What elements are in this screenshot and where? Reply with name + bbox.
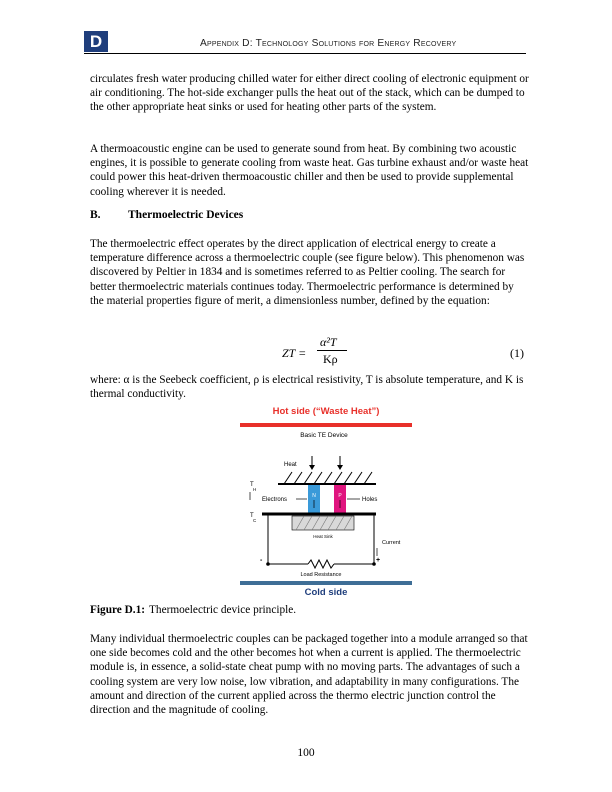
holes-label: Holes [362,497,378,503]
p-label: P [338,493,342,499]
header-rule [84,53,526,54]
cold-side-bar [240,581,412,585]
th-label: T [250,482,254,488]
device-title: Basic TE Device [300,432,348,439]
tc-sub: C [253,518,257,523]
heat-sink-label: Heat Sink [313,534,333,539]
page-number: 100 [297,747,315,759]
n-label: N [312,493,316,499]
section-title: Thermoelectric Devices [128,209,244,221]
paragraph-1: circulates fresh water producing chilled water for either direct cooling of electronic equipment or air conditioning. The hot-side exchanger pulls the heat out of the stack, which can be dumped to the other appropriate heat sinks or used for heating other parts of the system. [90,73,529,114]
caption-text: Thermoelectric device principle. [149,604,297,616]
header-title: Appendix D: Technology Solutions for Energy Recovery [200,38,457,49]
equation-denominator: Kρ [323,352,338,366]
caption-label: Figure D.1: [90,604,146,616]
equation-number: (1) [510,346,524,360]
equation [0,335,612,375]
load-label: Load Resistance [300,572,342,578]
hot-side-bar [240,423,412,427]
heat-label: Heat [284,462,297,468]
fraction-bar [317,350,347,351]
paragraph-4: where: α is the Seebeck coefficient, ρ is electrical resistivity, T is absolute temperature, and K is thermal conductivity. [90,374,524,401]
minus-terminal [266,562,270,566]
paragraph-3: The thermoelectric effect operates by the direct application of electrical energy to create a temperature difference across a thermoelectric couple (see figure below). This phenomenon was discovered by Peltier in 1834 and is sometimes referred to as Peltier cooling. The search for better thermoelectric materials continues today. Thermoelectric performance is determined by the material properties figure of merit, a dimensionless number, defined by the equation: [90,238,525,307]
figure-caption [90,604,296,616]
te-device-diagram [236,404,416,602]
plus-label: + [376,557,381,564]
top-hatching [284,472,372,484]
electrons-label: Electrons [262,497,288,503]
paragraph-5: Many individual thermoelectric couples can be packaged together into a module arranged so that one side becomes cold and the other becomes hot when a current is applied. The thermoelectric module is, in essence, a solid-state cheat pump with no moving parts. The advantages of such a cooling system are very low noise, low vibration, and adaptability in many configurations. The amount and direction of the current applied across the thermo electric junction control the direction and the magnitude of cooling. [90,633,528,717]
heat-arrowhead-2 [337,465,343,470]
current-label: Current [382,540,401,546]
appendix-badge: D [84,31,108,52]
te-device-figure [236,404,416,602]
heat-sink [292,516,354,530]
cold-side-label: Cold side [304,587,348,598]
heat-arrowhead-1 [309,465,315,470]
equation-lhs: ZT = [282,346,307,360]
n-leg [308,485,320,513]
hot-side-label: Hot side (“Waste Heat”) [272,406,380,417]
tc-label: T [250,513,254,519]
equation-numerator: α²T [320,335,337,349]
load-resistor [308,560,334,568]
section-number: B. [90,209,101,221]
section-heading [90,209,243,221]
th-sub: H [253,487,257,492]
minus-label: - [260,557,263,564]
p-leg [334,485,346,513]
paragraph-2: A thermoacoustic engine can be used to generate sound from heat. By combining two acoustic engines, it is possible to generate cooling from waste heat. Gas turbine exhaust and/or waste heat could power this heat-driven thermoacoustic chiller and then be used to provide supplemental cooling wherever it is needed. [90,143,529,198]
